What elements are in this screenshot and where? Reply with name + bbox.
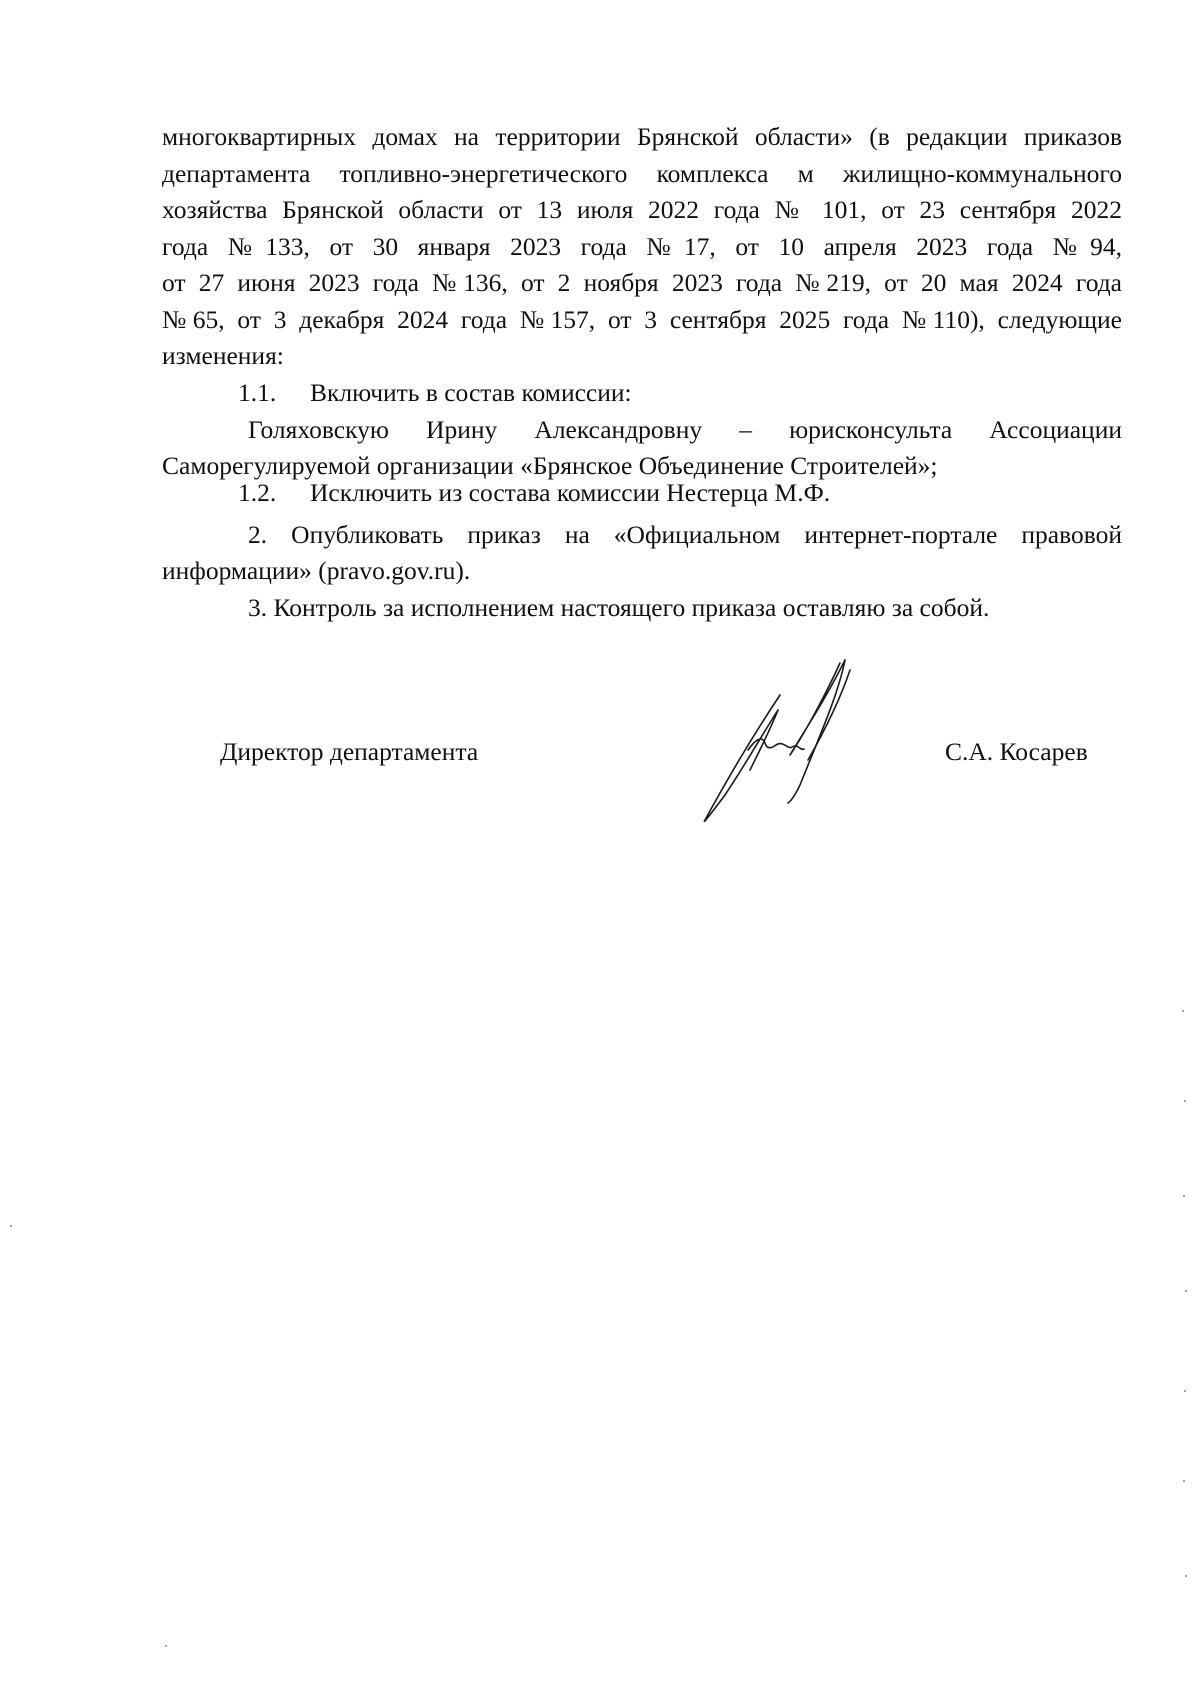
signer-name: С.А. Косарев [945, 737, 1088, 766]
body-text-line: №65, от 3 декабря 2024 года №157, от 3 сентября 2025 года №110), следующие [162, 305, 1122, 334]
scan-speck [165, 1645, 167, 1647]
scan-speck [10, 1225, 12, 1227]
scan-speck [1184, 1390, 1186, 1392]
body-text-line: департамента топливно-энергетического комплекса м жилищно-коммунального [162, 159, 1122, 188]
item-2-line-2: информации» (pravo.gov.ru). [162, 556, 471, 585]
item-1-2 [238, 475, 830, 511]
scan-speck [1183, 1480, 1185, 1482]
body-text-line: хозяйства Брянской области от 13 июля 2022 года № 101, от 23 сентября 2022 [162, 195, 1122, 224]
body-text-line: многоквартирных домах на территории Брянской области» (в редакции приказов [162, 122, 1122, 151]
item-1-1-number: 1.1. [238, 378, 277, 407]
scan-speck [1183, 1195, 1185, 1197]
body-text-line: от 27 июня 2023 года №136, от 2 ноября 2023 года №219, от 20 мая 2024 года [162, 268, 1122, 297]
signer-position: Директор департамента [220, 737, 479, 766]
item-1-1-text: Включить в состав комиссии: [310, 378, 632, 407]
scan-speck [1185, 1575, 1187, 1577]
item-1-2-text: Исключить из состава комиссии Нестерца М.Ф. [310, 478, 831, 507]
member-line-2: Саморегулируемой организации «Брянское Объединение Строителей»; [162, 451, 938, 480]
body-text-line: изменения: [162, 341, 284, 370]
scan-speck [1184, 1100, 1186, 1102]
scan-speck [1182, 1010, 1184, 1012]
item-2-line-1: 2. Опубликовать приказ на «Официальном интернет-портале правовой [248, 520, 1122, 549]
item-3: 3. Контроль за исполнением настоящего приказа оставляю за собой. [248, 593, 990, 622]
item-1-1 [238, 375, 632, 411]
handwritten-signature [680, 655, 880, 825]
scan-speck [1185, 1290, 1187, 1292]
member-line-1: Голяховскую Ирину Александровну – юрисконсульта Ассоциации [248, 415, 1122, 444]
body-text-line: года №133, от 30 января 2023 года №17, от 10 апреля 2023 года №94, [162, 232, 1122, 261]
item-1-2-number: 1.2. [238, 478, 277, 507]
